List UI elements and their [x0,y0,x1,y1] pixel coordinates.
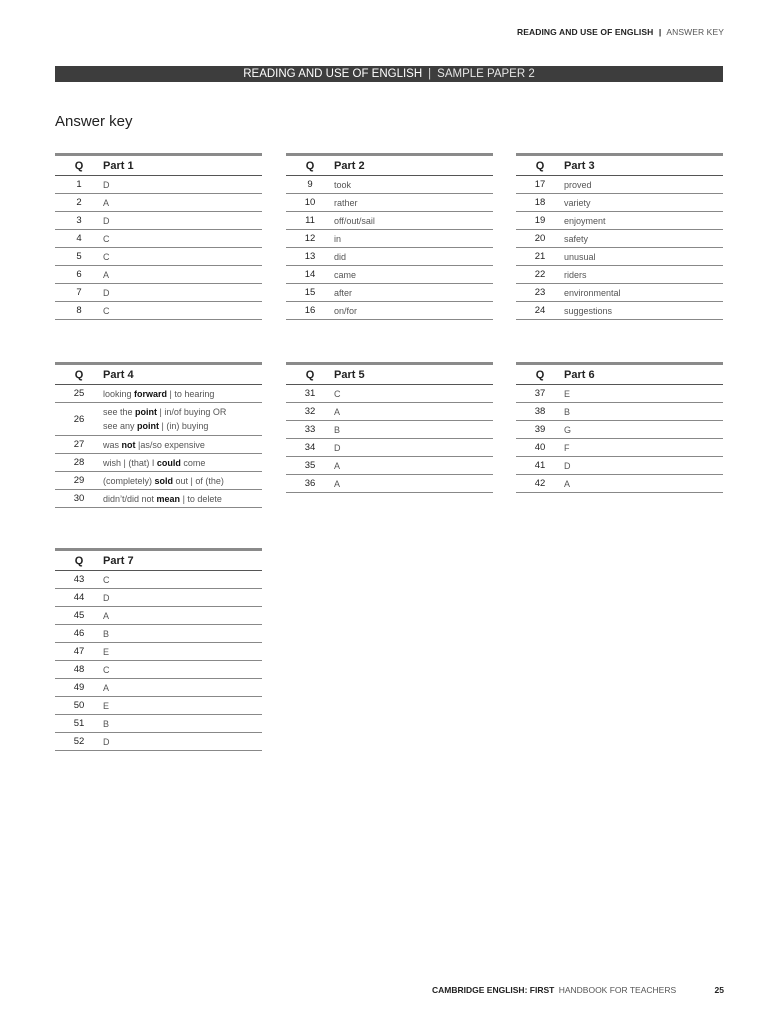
question-number: 30 [73,493,85,504]
answer-pre: looking [103,388,135,399]
answer-text: proved [564,179,592,190]
table-row [516,385,723,403]
answer-keyword: could [156,457,181,468]
part-column-header: Part 5 [334,368,365,381]
table-row [55,625,262,643]
table-row [286,194,493,212]
paper-banner [55,66,723,82]
question-number: 36 [304,478,316,489]
answer-keyword: point [135,407,158,417]
table-row [55,302,262,320]
question-number: 4 [76,233,82,244]
answer-post: | in/of buying OR [157,407,227,417]
table-header [55,153,262,176]
question-number: 27 [73,439,85,450]
table-row [55,454,262,472]
answer-text: riders [564,269,587,280]
table-row [516,212,723,230]
answer-text: A [334,460,341,471]
answer-table-part2 [286,153,493,320]
table-row [55,403,262,436]
answer-text: B [564,406,571,417]
table-row [286,212,493,230]
answer-text: C [103,664,110,675]
question-number: 23 [534,287,546,298]
answer-table-part7 [55,548,262,751]
answer-text: A [103,197,110,208]
answer-pre: (completely) [103,475,155,486]
answer-pre: see the [103,407,136,417]
question-number: 38 [534,406,546,417]
question-number: 39 [534,424,546,435]
answer-text: C [103,233,110,244]
answer-table-part5 [286,362,493,493]
part-column-header: Part 3 [564,159,595,172]
question-number: 18 [534,197,546,208]
answer-pre: wish | (that) I [103,457,157,468]
table-row [55,212,262,230]
question-number: 17 [534,179,546,190]
question-number: 51 [73,718,85,729]
question-number: 12 [304,233,316,244]
question-number: 20 [534,233,546,244]
q-column-header: Q [305,159,315,172]
question-number: 2 [76,197,82,208]
answer-post: out | of (the) [173,475,224,486]
answer-table-part3 [516,153,723,320]
answer-text: E [564,388,571,399]
q-column-header: Q [74,368,84,381]
answer-text: C [103,251,110,262]
question-number: 46 [73,628,85,639]
table-row [286,230,493,248]
table-row [55,385,262,403]
answer-text [103,438,262,452]
question-number: 26 [73,413,85,425]
table-row [516,421,723,439]
part-column-header: Part 1 [103,159,134,172]
table-row [516,457,723,475]
answer-pre: didn’t/did not [103,493,157,504]
answer-text: A [564,478,571,489]
page-footer [432,985,724,995]
answer-pre: was [103,439,122,450]
answer-text: B [103,628,110,639]
table-row [286,475,493,493]
answer-text: A [334,478,341,489]
table-row [516,230,723,248]
answer-text: F [564,442,570,453]
part-column-header: Part 6 [564,368,595,381]
answer-keyword: not [121,439,136,450]
question-number: 48 [73,664,85,675]
part-column-header: Part 4 [103,368,134,381]
table-row [516,439,723,457]
banner-separator: | [428,68,432,80]
question-number: 6 [76,269,82,280]
question-number: 42 [534,478,546,489]
section-title: Answer key [55,113,133,130]
answer-text: C [103,305,110,316]
answer-table-part1 [55,153,262,320]
table-row [286,248,493,266]
answer-text [103,492,262,506]
table-row [55,607,262,625]
question-number: 5 [76,251,82,262]
question-number: 15 [304,287,316,298]
table-row [286,439,493,457]
answer-text: D [103,215,110,226]
table-header [55,548,262,571]
answer-line [103,407,226,417]
answer-text: D [564,460,571,471]
running-head [517,27,724,37]
question-number: 19 [534,215,546,226]
part-column-header: Part 2 [334,159,365,172]
answer-keyword: sold [154,475,174,486]
table-row [286,302,493,320]
table-row [55,230,262,248]
table-row [55,661,262,679]
answer-text: suggestions [564,305,613,316]
answer-text: safety [564,233,589,244]
running-head-section: ANSWER KEY [666,27,724,37]
answer-text [103,387,262,401]
table-row [516,248,723,266]
answer-text: G [564,424,572,435]
question-number: 44 [73,592,85,603]
page-number: 25 [714,985,724,995]
table-row [55,733,262,751]
table-row [55,643,262,661]
table-row [516,266,723,284]
table-row [286,284,493,302]
question-number: 43 [73,574,85,585]
answer-post: |as/so expensive [135,439,205,450]
question-number: 24 [534,305,546,316]
q-column-header: Q [535,159,545,172]
answer-text: C [103,574,110,585]
running-head-title: READING AND USE OF ENGLISH [516,27,654,37]
answer-table-part6 [516,362,723,493]
table-row [55,472,262,490]
table-row [55,266,262,284]
question-number: 3 [76,215,82,226]
answer-text: off/out/sail [334,215,375,226]
question-number: 37 [534,388,546,399]
question-number: 49 [73,682,85,693]
answer-text [103,474,262,488]
table-row [516,176,723,194]
answer-text [103,456,262,470]
part-column-header: Part 7 [103,554,134,567]
q-column-header: Q [74,554,84,567]
answer-text: E [103,646,110,657]
q-column-header: Q [305,368,315,381]
banner-title: READING AND USE OF ENGLISH [243,68,423,80]
question-number: 33 [304,424,316,435]
question-number: 7 [76,287,82,298]
table-row [55,194,262,212]
answer-text: variety [564,197,591,208]
footer-publication: CAMBRIDGE ENGLISH: FIRST [432,985,555,995]
question-number: 21 [534,251,546,262]
answer-text: A [334,406,341,417]
table-row [55,697,262,715]
running-head-separator: | [658,27,662,37]
table-row [55,589,262,607]
table-header [286,153,493,176]
table-row [55,176,262,194]
answer-keyword: point [137,421,160,431]
question-number: 41 [534,460,546,471]
answer-text: D [103,179,110,190]
question-number: 11 [305,215,315,226]
table-row [55,679,262,697]
question-number: 40 [534,442,546,453]
answer-post: | (in) buying [159,421,209,431]
question-number: 52 [73,736,85,747]
question-number: 1 [76,179,82,190]
answer-line [103,440,205,450]
answer-text: D [103,736,110,747]
question-number: 22 [534,269,546,280]
table-row [286,403,493,421]
table-row [286,266,493,284]
answer-line [103,476,224,486]
answer-text [103,405,262,433]
table-header [516,362,723,385]
answer-line [103,494,222,504]
answer-text: D [103,287,110,298]
answer-post: | to hearing [167,388,215,399]
table-row [516,194,723,212]
answer-text: E [103,700,110,711]
question-number: 25 [73,388,85,399]
answer-text: A [103,610,110,621]
table-row [516,403,723,421]
table-header [55,362,262,385]
footer-handbook: HANDBOOK FOR TEACHERS [558,985,677,995]
table-row [55,248,262,266]
answer-line [103,458,205,468]
answer-text: B [334,424,341,435]
table-row [55,436,262,454]
question-number: 29 [73,475,85,486]
answer-text: unusual [564,251,596,262]
answer-text: came [334,269,357,280]
question-number: 28 [73,457,85,468]
table-row [55,490,262,508]
table-row [516,284,723,302]
answer-text: C [334,388,341,399]
question-number: 9 [307,179,313,190]
answer-text: D [103,592,110,603]
table-row [55,284,262,302]
question-number: 34 [304,442,316,453]
question-number: 14 [304,269,316,280]
table-row [516,475,723,493]
answer-text: A [103,682,110,693]
answer-line [103,389,214,399]
table-row [286,176,493,194]
answer-post: come [180,457,206,468]
question-number: 8 [76,305,82,316]
question-number: 31 [304,388,316,399]
question-number: 16 [304,305,316,316]
answer-pre: see any [103,421,138,431]
table-row [286,385,493,403]
q-column-header: Q [74,159,84,172]
answer-text: after [334,287,353,298]
question-number: 32 [304,406,316,417]
answer-keyword: forward [134,388,168,399]
answer-text: rather [334,197,358,208]
question-number: 35 [304,460,316,471]
table-row [286,457,493,475]
answer-post: | to delete [180,493,222,504]
answer-keyword: mean [156,493,181,504]
question-number: 47 [73,646,85,657]
answer-text: enjoyment [564,215,606,226]
answer-text: environmental [564,287,621,298]
table-row [55,571,262,589]
question-number: 10 [304,197,316,208]
table-row [55,715,262,733]
answer-text: took [334,179,352,190]
question-number: 13 [304,251,316,262]
answer-text: B [103,718,110,729]
question-number: 45 [73,610,85,621]
q-column-header: Q [535,368,545,381]
banner-subtitle: SAMPLE PAPER 2 [437,68,535,80]
answer-text: did [334,251,347,262]
answer-text: in [334,233,342,244]
answer-text: D [334,442,341,453]
answer-line-alt [103,421,208,431]
answer-text: A [103,269,110,280]
table-row [516,302,723,320]
table-header [516,153,723,176]
question-number: 50 [73,700,85,711]
table-row [286,421,493,439]
table-header [286,362,493,385]
answer-table-part4 [55,362,262,508]
answer-text: on/for [334,305,358,316]
